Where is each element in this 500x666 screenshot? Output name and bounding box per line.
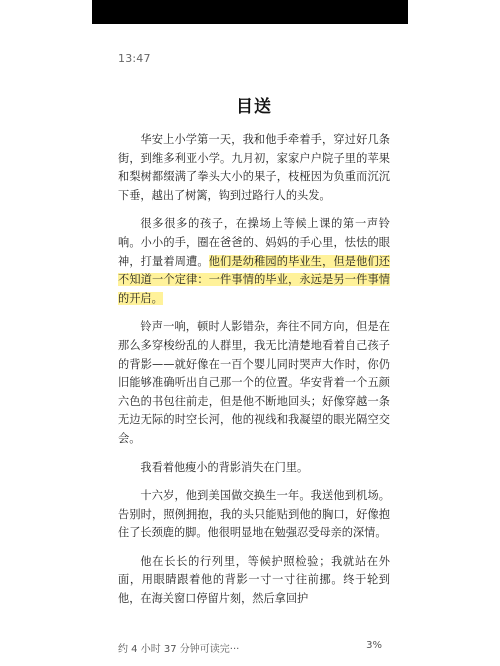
article-title: 目送 [236, 97, 272, 117]
paragraph-2 [118, 215, 390, 308]
paragraph-6: 他在长长的行列里，等候护照检验；我就站在外面，用眼睛跟着他的背影一寸一寸往前挪。终于轮到他，在海关窗口停留片刻，然后拿回护 [118, 554, 390, 606]
top-black-bar [92, 0, 408, 24]
paragraph-5: 十六岁，他到美国做交换生一年。我送他到机场。告别时，照例拥抱，我的头只能贴到他的胸口，好像抱住了长颈鹿的脚。他很明显地在勉强忍受母亲的深情。 [118, 489, 390, 540]
highlighted-text[interactable]: 他们是幼稚园的毕业生，但是他们还不知道一个定律：一件事情的毕业，永远是另一件事情的开启。 [118, 254, 390, 305]
reading-footer [118, 640, 382, 655]
paragraph-3: 铃声一响，顿时人影错杂，奔往不同方向，但是在那么多穿梭纷乱的人群里，我无比清楚地看着自己孩子的背影——就好像在一百个婴儿同时哭声大作时，你仍旧能够准确听出自己那一个的位置。华安背着一个五颜六色的书包往前走，但是他不断地回头；好像穿越一条无边无际的时空长河，他的视线和我凝望的眼光隔空交会。 [118, 320, 390, 445]
paragraph-4: 我看着他瘦小的背影消失在门里。 [140, 460, 309, 474]
remaining-time: 约 4 小时 37 分钟可读完··· [118, 644, 240, 655]
reading-progress: 3% [366, 640, 382, 651]
paragraph-2-text: 很多很多的孩子，在操场上等候上课的第一声铃响。小小的手，圈在爸爸的、妈妈的手心里，怯怯的眼神，打量着周遭。 [118, 217, 390, 268]
paragraph-1: 华安上小学第一天，我和他手牵着手，穿过好几条街，到维多利亚小学。九月初，家家户户院子里的苹果和梨树都缀满了拳头大小的果子，枝桠因为负重而沉沉下垂，越出了树篱，钩到过路行人的头发。 [118, 133, 390, 202]
reader-page[interactable] [118, 92, 390, 619]
status-time: 13:47 [118, 52, 151, 65]
